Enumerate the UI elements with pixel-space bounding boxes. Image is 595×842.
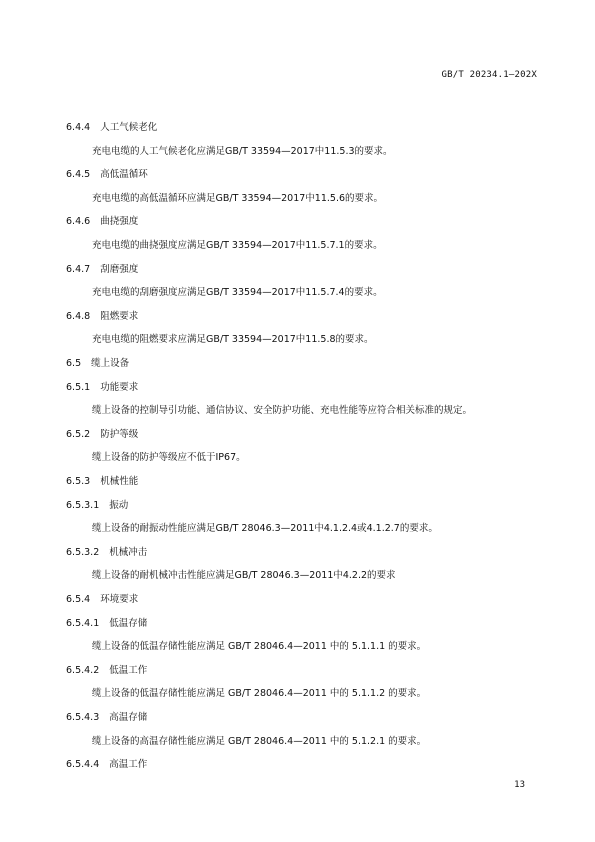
paragraph: 缆上设备的耐机械冲击性能应满足GB/T 28046.3—2011中4.2.2的要求 bbox=[92, 570, 396, 582]
section-heading bbox=[66, 358, 129, 370]
section-title: 缆上设备 bbox=[91, 358, 130, 369]
section-number: 6.5.4 bbox=[66, 594, 91, 605]
section-heading bbox=[66, 264, 138, 276]
paragraph: 充电电缆的刮磨强度应满足GB/T 33594—2017中11.5.7.4的要求。 bbox=[92, 287, 383, 299]
section-heading bbox=[66, 500, 128, 512]
section-heading bbox=[66, 547, 147, 559]
paragraph: 缆上设备的高温存储性能应满足 GB/T 28046.4—2011 中的 5.1.2.1 的要求。 bbox=[92, 735, 427, 747]
section-heading bbox=[66, 594, 138, 606]
section-heading bbox=[66, 618, 147, 630]
paragraph: 缆上设备的低温存储性能应满足 GB/T 28046.4—2011 中的 5.1.1.1 的要求。 bbox=[92, 641, 427, 653]
section-title: 环境要求 bbox=[100, 594, 139, 605]
paragraph: 缆上设备的控制导引功能、通信协议、安全防护功能、充电性能等应符合相关标准的规定。 bbox=[92, 405, 473, 417]
section-heading bbox=[66, 665, 147, 677]
paragraph: 缆上设备的防护等级应不低于IP67。 bbox=[92, 452, 246, 464]
section-number: 6.5 bbox=[66, 358, 82, 369]
paragraph: 充电电缆的高低温循环应满足GB/T 33594—2017中11.5.6的要求。 bbox=[92, 192, 384, 204]
section-title: 防护等级 bbox=[100, 428, 139, 440]
section-number: 6.4.5 bbox=[66, 169, 91, 181]
section-heading bbox=[66, 169, 148, 181]
section-heading bbox=[66, 122, 157, 134]
section-title: 高温工作 bbox=[109, 759, 148, 771]
section-title: 高低温循环 bbox=[100, 169, 148, 181]
section-number: 6.4.6 bbox=[66, 216, 91, 228]
document-id-header: GB/T 20234.1—202X bbox=[441, 70, 537, 80]
paragraph: 充电电缆的阻燃要求应满足GB/T 33594—2017中11.5.8的要求。 bbox=[92, 334, 374, 346]
section-number: 6.4.7 bbox=[66, 263, 91, 275]
section-heading bbox=[66, 311, 138, 323]
section-title: 功能要求 bbox=[100, 381, 139, 393]
section-number: 6.4.8 bbox=[66, 310, 91, 322]
paragraph: 充电电缆的曲挠强度应满足GB/T 33594—2017中11.5.7.1的要求。 bbox=[92, 240, 383, 251]
section-heading bbox=[66, 429, 138, 441]
section-title: 高温存储 bbox=[109, 712, 148, 723]
section-heading bbox=[66, 476, 138, 488]
section-number: 6.5.2 bbox=[66, 428, 91, 440]
paragraph: 充电电缆的人工气候老化应满足GB/T 33594—2017中11.5.3的要求。 bbox=[92, 145, 393, 157]
section-title: 低温工作 bbox=[109, 664, 148, 676]
page-number: 13 bbox=[514, 780, 525, 790]
section-title: 人工气候老化 bbox=[100, 122, 158, 133]
section-title: 阻燃要求 bbox=[100, 310, 139, 322]
section-title: 机械性能 bbox=[100, 476, 139, 487]
paragraph: 缆上设备的耐振动性能应满足GB/T 28046.3—2011中4.1.2.4或4.1.2.7的要求。 bbox=[92, 523, 438, 535]
section-title: 机械冲击 bbox=[109, 546, 148, 558]
section-number: 6.5.3.2 bbox=[66, 546, 100, 558]
section-title: 振动 bbox=[109, 499, 129, 511]
section-number: 6.5.4.2 bbox=[66, 664, 100, 676]
section-number: 6.5.3.1 bbox=[66, 499, 100, 511]
section-number: 6.5.4.4 bbox=[66, 759, 100, 771]
section-number: 6.5.4.1 bbox=[66, 617, 100, 629]
section-title: 低温存储 bbox=[109, 617, 148, 629]
section-number: 6.5.4.3 bbox=[66, 712, 100, 723]
section-number: 6.5.1 bbox=[66, 381, 91, 393]
section-title: 刮磨强度 bbox=[100, 263, 139, 275]
section-heading bbox=[66, 712, 147, 724]
section-heading bbox=[66, 382, 138, 394]
section-heading bbox=[66, 216, 138, 228]
section-number: 6.4.4 bbox=[66, 122, 91, 133]
section-number: 6.5.3 bbox=[66, 476, 91, 487]
section-title: 曲挠强度 bbox=[100, 216, 139, 228]
section-heading bbox=[66, 759, 147, 771]
paragraph: 缆上设备的低温存储性能应满足 GB/T 28046.4—2011 中的 5.1.1.2 的要求。 bbox=[92, 688, 427, 700]
